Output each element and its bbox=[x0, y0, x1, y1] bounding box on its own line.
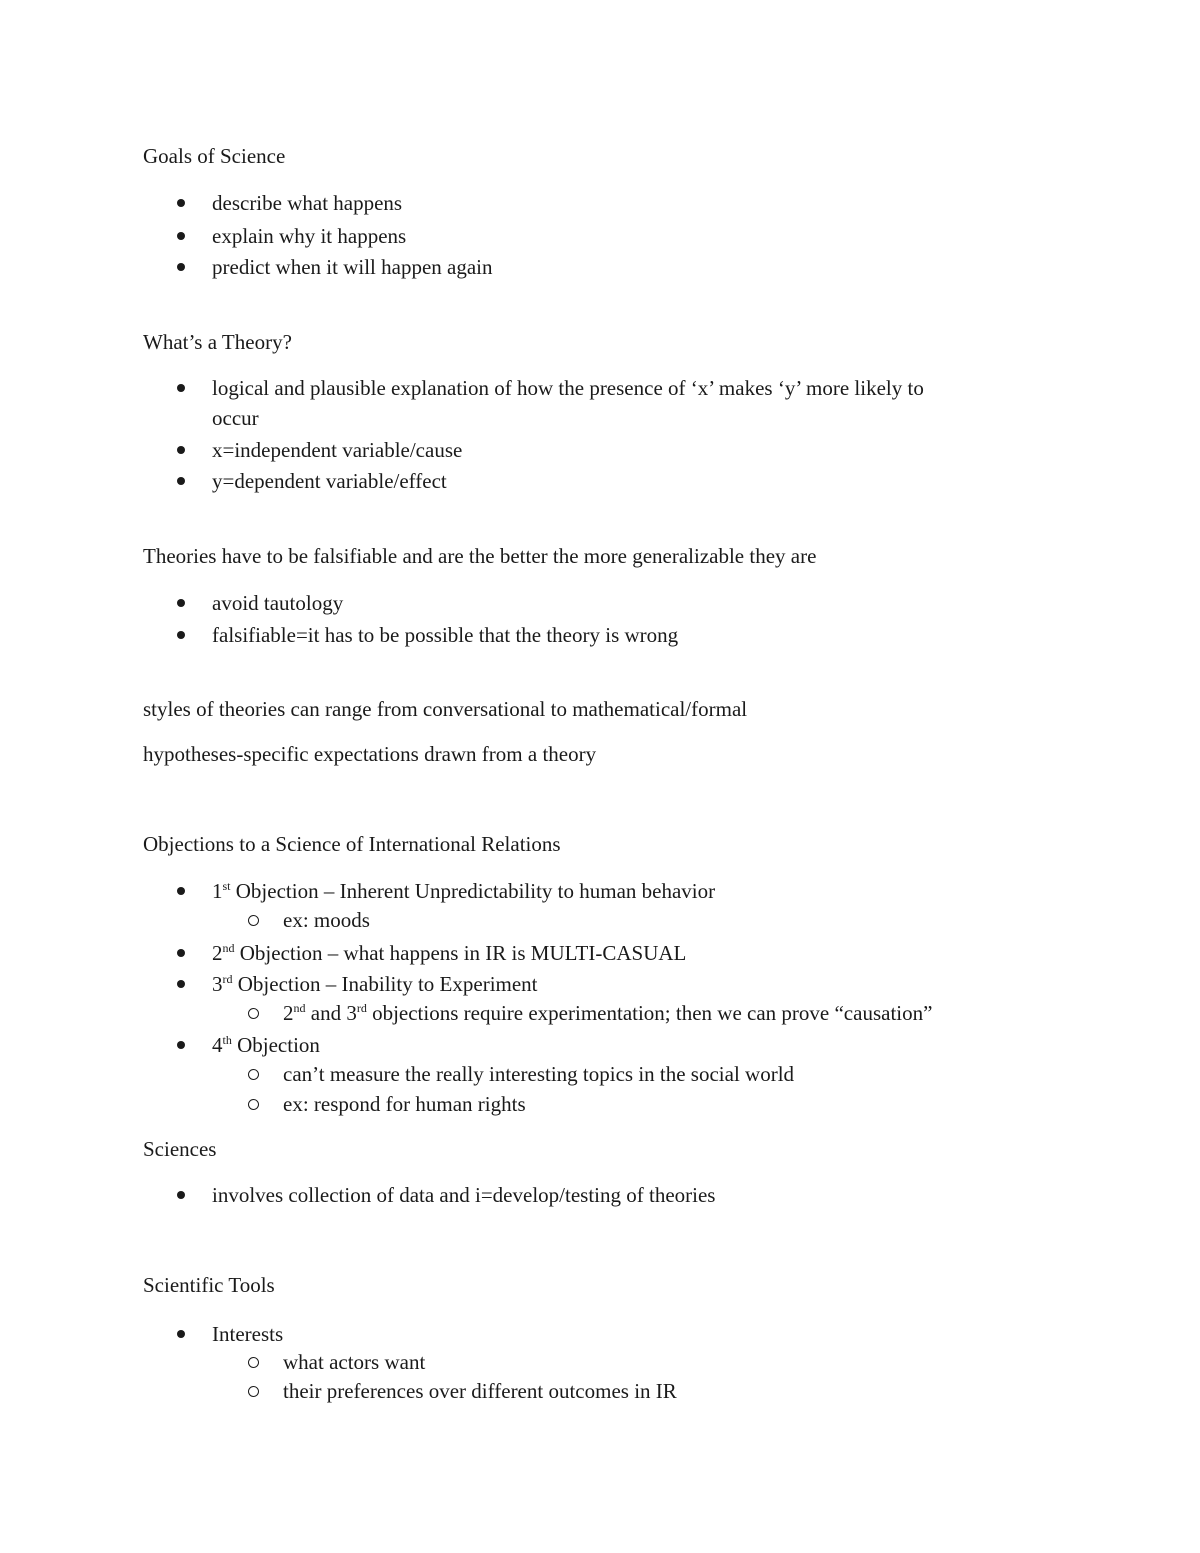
bullet-icon bbox=[177, 1191, 185, 1199]
bullet-icon bbox=[177, 1330, 185, 1338]
circle-bullet-icon bbox=[248, 1386, 259, 1397]
objection-item-3: 3rd Objection – Inability to Experiment bbox=[212, 972, 538, 996]
heading-objections: Objections to a Science of International Relations bbox=[143, 832, 561, 856]
bullet-icon bbox=[177, 446, 185, 454]
bullet-icon bbox=[177, 384, 185, 392]
heading-sciences: Sciences bbox=[143, 1137, 217, 1161]
circle-bullet-icon bbox=[248, 1357, 259, 1368]
sub-list-item: ex: moods bbox=[283, 908, 370, 932]
bullet-icon bbox=[177, 949, 185, 957]
sub-list-item: what actors want bbox=[283, 1350, 426, 1374]
circle-bullet-icon bbox=[248, 1008, 259, 1019]
bullet-icon bbox=[177, 477, 185, 485]
list-item: falsifiable=it has to be possible that the theory is wrong bbox=[212, 623, 679, 647]
bullet-icon bbox=[177, 199, 185, 207]
circle-bullet-icon bbox=[248, 1099, 259, 1110]
bullet-icon bbox=[177, 887, 185, 895]
sub-list-item: 2nd and 3rd objections require experimentation; then we can prove “causation” bbox=[283, 1001, 933, 1025]
heading-falsifiable: Theories have to be falsifiable and are the better the more generalizable they are bbox=[143, 544, 817, 568]
circle-bullet-icon bbox=[248, 915, 259, 926]
list-item: x=independent variable/cause bbox=[212, 438, 463, 462]
objection-item-1: 1st Objection – Inherent Unpredictability to human behavior bbox=[212, 879, 716, 903]
bullet-icon bbox=[177, 263, 185, 271]
list-item: describe what happens bbox=[212, 191, 403, 215]
circle-bullet-icon bbox=[248, 1069, 259, 1080]
objection-item-4: 4th Objection bbox=[212, 1033, 320, 1057]
list-item: involves collection of data and i=develop/testing of theories bbox=[212, 1183, 716, 1207]
list-item-continuation: occur bbox=[212, 406, 259, 430]
list-item: y=dependent variable/effect bbox=[212, 469, 447, 493]
bullet-icon bbox=[177, 599, 185, 607]
list-item: logical and plausible explanation of how the presence of ‘x’ makes ‘y’ more likely to bbox=[212, 376, 924, 400]
list-item: Interests bbox=[212, 1322, 284, 1346]
paragraph-hypotheses: hypotheses-specific expectations drawn from a theory bbox=[143, 742, 597, 766]
bullet-icon bbox=[177, 631, 185, 639]
heading-whats-a-theory: What’s a Theory? bbox=[143, 330, 292, 354]
list-item: avoid tautology bbox=[212, 591, 344, 615]
bullet-icon bbox=[177, 980, 185, 988]
heading-scientific-tools: Scientific Tools bbox=[143, 1273, 275, 1297]
sub-list-item: ex: respond for human rights bbox=[283, 1092, 526, 1116]
sub-list-item: can’t measure the really interesting topics in the social world bbox=[283, 1062, 795, 1086]
sub-list-item: their preferences over different outcomes in IR bbox=[283, 1379, 677, 1403]
bullet-icon bbox=[177, 1041, 185, 1049]
list-item: explain why it happens bbox=[212, 224, 407, 248]
bullet-icon bbox=[177, 232, 185, 240]
list-item: predict when it will happen again bbox=[212, 255, 493, 279]
objection-item-2: 2nd Objection – what happens in IR is MULTI-CASUAL bbox=[212, 941, 687, 965]
paragraph-styles: styles of theories can range from conversational to mathematical/formal bbox=[143, 697, 748, 721]
heading-goals-of-science: Goals of Science bbox=[143, 144, 286, 168]
